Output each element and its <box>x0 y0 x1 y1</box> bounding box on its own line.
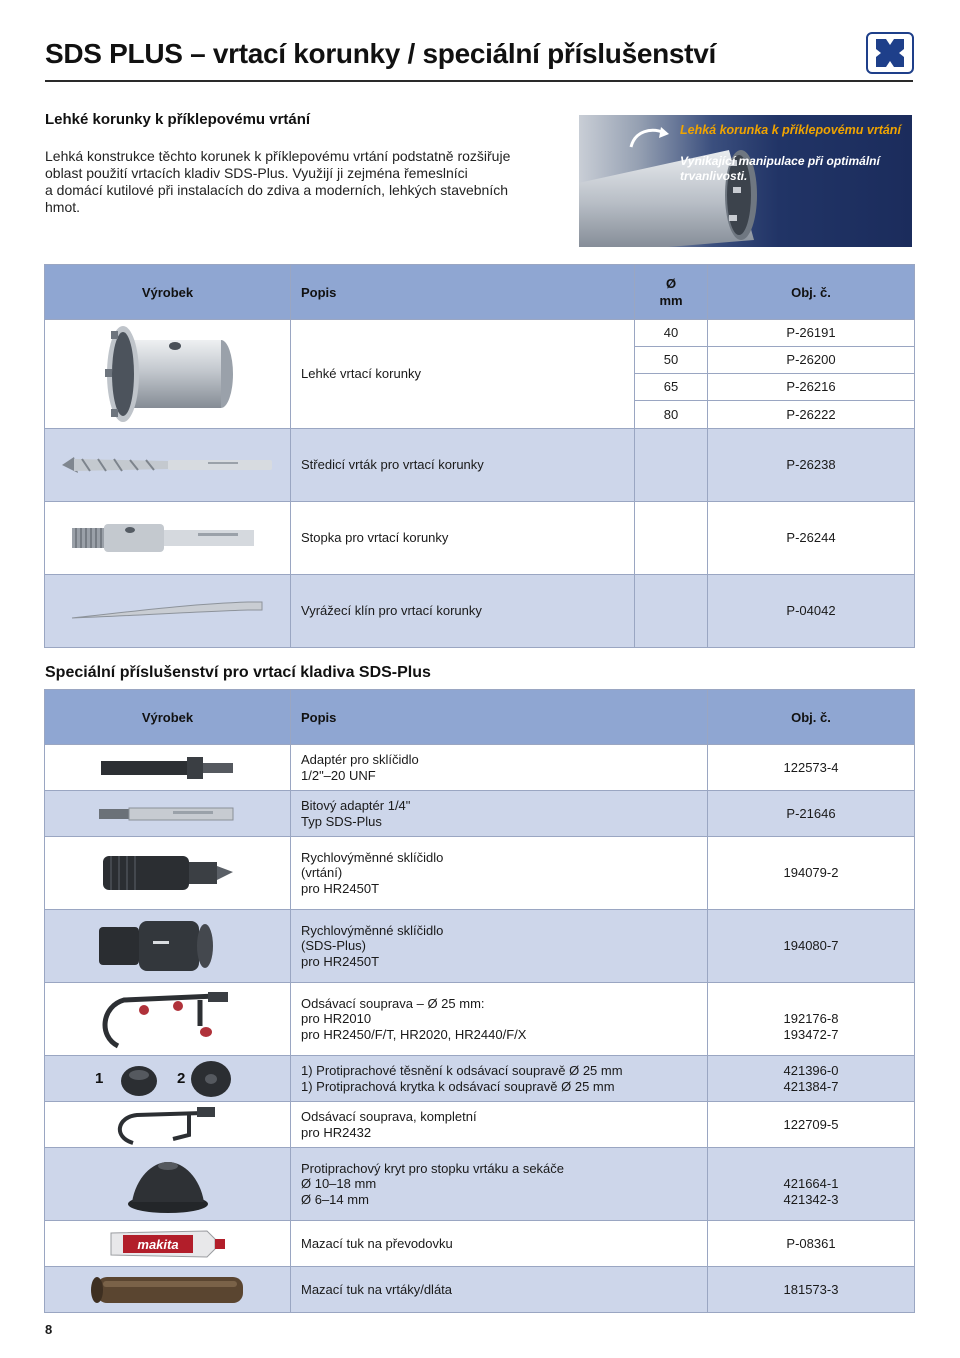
complete-extraction-set-icon <box>93 1103 243 1147</box>
diameter-cell-empty <box>635 429 708 502</box>
sds-chuck-icon <box>93 917 243 975</box>
order-number: 421664-1 <box>783 1176 839 1192</box>
product-description <box>291 1056 708 1102</box>
order-number: 194079-2 <box>783 865 839 881</box>
desc-line: Odsávací souprava, kompletní <box>301 1109 477 1124</box>
diameter-cell: 50 <box>635 347 708 374</box>
promo-title: Lehká korunka k příklepovému vrtání <box>680 123 901 137</box>
order-number: 421396-0 <box>783 1063 839 1078</box>
order-number-cell: P-26216 <box>708 374 915 401</box>
center-drill-image <box>45 429 291 502</box>
desc-line: pro HR2450/F/T, HR2020, HR2440/F/X <box>301 1026 527 1042</box>
intro-text <box>45 148 565 216</box>
accessories-table <box>44 689 915 1313</box>
intro-line: a domácí kutilové při instalacích do zdiva a moderních, lehkých stavebních <box>45 182 509 198</box>
order-number-cell: P-26200 <box>708 347 915 374</box>
chuck-adapter-image <box>45 745 291 791</box>
order-number-cell <box>708 1056 915 1102</box>
intro-line: hmot. <box>45 199 81 215</box>
order-number: P-21646 <box>786 805 836 821</box>
core-bit-image <box>45 320 291 429</box>
order-number: 122573-4 <box>783 759 839 775</box>
grease-tube-icon <box>103 1227 233 1261</box>
order-number-cell <box>708 745 915 791</box>
promo-banner <box>579 115 912 247</box>
desc-line: Bitový adaptér 1/4" <box>301 798 411 813</box>
product-description: Středicí vrták pro vrtací korunky <box>291 429 635 502</box>
order-number-cell <box>708 983 915 1056</box>
desc-line: pro HR2432 <box>301 1124 372 1140</box>
item-label-2: 2 <box>177 1069 186 1087</box>
product-description: Vyrážecí klín pro vrtací korunky <box>291 575 635 648</box>
desc-line: pro HR2450T <box>301 880 380 896</box>
shank-adapter-image <box>45 502 291 575</box>
core-bit-description: Lehké vrtací korunky <box>291 320 635 429</box>
order-number <box>708 996 914 1012</box>
product-description <box>291 983 708 1056</box>
intro-heading: Lehké korunky k příklepovému vrtání <box>45 111 311 128</box>
diameter-cell-empty <box>635 502 708 575</box>
dust-extraction-set-image <box>45 983 291 1056</box>
dust-cover-image <box>45 1148 291 1221</box>
dust-extraction-set-icon <box>88 986 248 1052</box>
col-header-description: Popis <box>291 265 635 320</box>
col-header-product: Výrobek <box>45 690 291 745</box>
desc-line: Rychlovýměnné sklíčidlo <box>301 922 444 938</box>
desc-line: pro HR2010 <box>301 1011 372 1027</box>
desc-line: (vrtání) <box>301 865 343 881</box>
order-number-cell: P-26191 <box>708 320 915 347</box>
order-number: 192176-8 <box>783 1011 839 1027</box>
desc-line: Ø 10–18 mm <box>301 1176 377 1192</box>
item-label-1: 1 <box>95 1069 104 1087</box>
diameter-cell: 65 <box>635 374 708 401</box>
product-description <box>291 837 708 910</box>
order-number-cell <box>708 1267 915 1313</box>
page-number: 8 <box>45 1322 53 1337</box>
order-number-cell <box>708 1148 915 1221</box>
desc-line: Typ SDS-Plus <box>301 813 382 829</box>
order-number-cell: P-26222 <box>708 401 915 429</box>
page-title: SDS PLUS – vrtací korunky / speciální příslušenství <box>45 38 716 69</box>
promo-text: Vynikající manipulace při optimální trvanlivosti. <box>680 154 880 183</box>
order-number-cell <box>708 837 915 910</box>
order-number-cell: P-04042 <box>708 575 915 648</box>
col-header-description: Popis <box>291 690 708 745</box>
col-header-diameter <box>635 265 708 320</box>
order-number <box>708 1161 914 1177</box>
order-number: 181573-3 <box>783 1281 839 1297</box>
order-number: P-08361 <box>786 1235 836 1251</box>
diameter-cell: 40 <box>635 320 708 347</box>
col-header-product: Výrobek <box>45 265 291 320</box>
desc-line: 1) Protiprachové těsnění k odsávací soupravě Ø 25 mm <box>301 1063 623 1078</box>
order-number-cell <box>708 1221 915 1267</box>
keyless-chuck-image <box>45 837 291 910</box>
product-description <box>291 910 708 983</box>
desc-line: Odsávací souprava – Ø 25 mm: <box>301 995 485 1011</box>
order-number: 122709-5 <box>783 1116 839 1132</box>
desc-line: 1/2"–20 UNF <box>301 767 376 783</box>
product-description <box>291 1148 708 1221</box>
sds-chuck-image <box>45 910 291 983</box>
desc-line: Mazací tuk na vrtáky/dláta <box>301 1281 453 1297</box>
intro-line: Lehká konstrukce těchto korunek k příklepovému vrtání podstatně rozšiřuje <box>45 148 511 164</box>
section-heading: Speciální příslušenství pro vrtací kladiva SDS-Plus <box>45 664 431 681</box>
bit-adapter-image <box>45 791 291 837</box>
shank-adapter-icon <box>68 516 268 560</box>
product-description <box>291 791 708 837</box>
diameter-cell-empty <box>635 575 708 648</box>
complete-extraction-set-image <box>45 1102 291 1148</box>
product-description <box>291 1102 708 1148</box>
order-number-cell <box>708 791 915 837</box>
desc-line: Adaptér pro sklíčidlo <box>301 752 419 767</box>
dust-cover-icon <box>108 1152 228 1216</box>
desc-line: (SDS-Plus) <box>301 938 367 954</box>
intro-line: oblast použití vrtacích kladiv SDS-Plus. Využijí ji zejména řemeslníci <box>45 165 468 181</box>
desc-line: pro HR2450T <box>301 953 380 969</box>
center-drill-icon <box>58 445 278 485</box>
dust-seal-cap-image <box>45 1056 291 1102</box>
order-number: 421384-7 <box>783 1078 839 1094</box>
order-number-cell <box>708 1102 915 1148</box>
diameter-header-text: Ø mm <box>659 276 683 308</box>
desc-line: Protiprachový kryt pro stopku vrtáku a sekáče <box>301 1160 565 1176</box>
core-bit-icon <box>93 321 243 427</box>
order-number: 421342-3 <box>783 1191 839 1207</box>
chuck-adapter-icon <box>93 753 243 783</box>
col-header-order: Obj. č. <box>708 690 915 745</box>
grease-cartridge-image <box>45 1267 291 1313</box>
desc-line: Ø 6–14 mm <box>301 1191 369 1207</box>
drift-wedge-icon <box>68 596 268 626</box>
grease-cartridge-icon <box>83 1271 253 1309</box>
order-number: 193472-7 <box>783 1026 839 1042</box>
order-number-cell <box>708 910 915 983</box>
order-number-cell: P-26244 <box>708 502 915 575</box>
product-description <box>291 1267 708 1313</box>
keyless-chuck-icon <box>93 848 243 898</box>
title-divider <box>45 80 913 82</box>
order-number-cell: P-26238 <box>708 429 915 502</box>
col-header-order: Obj. č. <box>708 265 915 320</box>
desc-line: Rychlovýměnné sklíčidlo <box>301 849 444 865</box>
desc-line: 1) Protiprachová krytka k odsávací soupravě Ø 25 mm <box>301 1078 615 1094</box>
product-description <box>291 1221 708 1267</box>
diameter-cell: 80 <box>635 401 708 429</box>
makita-brand-text: makita <box>136 1236 179 1252</box>
order-number: 194080-7 <box>783 938 839 954</box>
product-description: Stopka pro vrtací korunky <box>291 502 635 575</box>
brand-logo-icon <box>866 32 914 74</box>
desc-line: Mazací tuk na převodovku <box>301 1235 453 1251</box>
dust-seal-cap-icon <box>45 1057 291 1101</box>
core-bit-table <box>44 264 915 648</box>
bit-adapter-icon <box>93 802 243 826</box>
grease-tube-image <box>45 1221 291 1267</box>
product-description <box>291 745 708 791</box>
drift-wedge-image <box>45 575 291 648</box>
